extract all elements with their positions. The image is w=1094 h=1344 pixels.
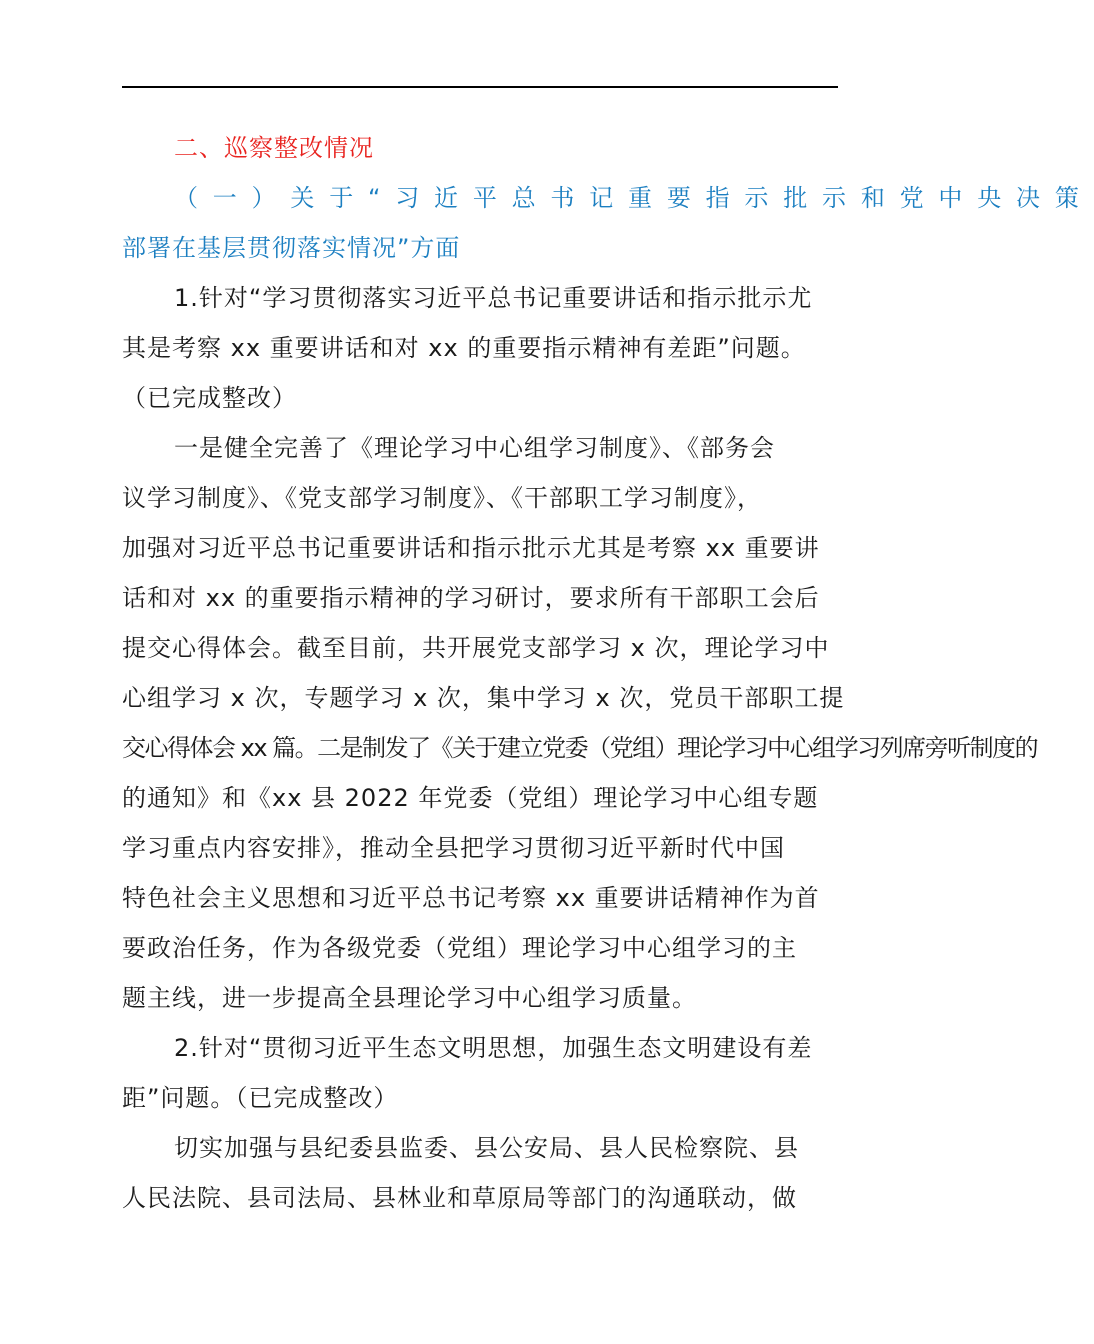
paragraph-line: 加强对习近平总书记重要讲话和指示批示尤其是考察 xx 重要讲 bbox=[122, 534, 820, 562]
paragraph-line-overlapped: 交心得体会 xx 篇。二是制发了《关于建立党委（党组）理论学习中心组学习列席旁听制度的 bbox=[122, 734, 1038, 762]
paragraph-line: 2.针对“贯彻习近平生态文明思想，加强生态文明建设有差 bbox=[174, 1034, 813, 1062]
paragraph-line: 的通知》和《xx 县 2022 年党委（党组）理论学习中心组专题 bbox=[122, 784, 819, 812]
paragraph-line: 话和对 xx 的重要指示精神的学习研讨，要求所有干部职工会后 bbox=[122, 584, 820, 612]
paragraph-line: 切实加强与县纪委县监委、县公安局、县人民检察院、县 bbox=[174, 1134, 799, 1162]
paragraph-line: 一是健全完善了《理论学习中心组学习制度》、《部务会 bbox=[174, 434, 775, 462]
section-heading: 二、巡察整改情况 bbox=[174, 134, 374, 162]
paragraph-line: 议学习制度》、《党支部学习制度》、《干部职工学习制度》， bbox=[122, 484, 762, 512]
paragraph-line: 心组学习 x 次，专题学习 x 次，集中学习 x 次，党员干部职工提 bbox=[122, 684, 845, 712]
header-rule bbox=[122, 86, 838, 88]
paragraph-line: 距”问题。（已完成整改） bbox=[122, 1084, 399, 1112]
paragraph-line: 题主线，进一步提高全县理论学习中心组学习质量。 bbox=[122, 984, 697, 1012]
paragraph-line: （已完成整改） bbox=[122, 384, 297, 412]
paragraph-line: 人民法院、县司法局、县林业和草原局等部门的沟通联动，做 bbox=[122, 1184, 797, 1212]
paragraph-line: 其是考察 xx 重要讲话和对 xx 的重要指示精神有差距”问题。 bbox=[122, 334, 806, 362]
paragraph-line: 要政治任务，作为各级党委（党组）理论学习中心组学习的主 bbox=[122, 934, 797, 962]
subheading-line-1: （一）关于“习近平总书记重要指示批示和党中央决策 bbox=[174, 184, 1094, 212]
paragraph-line: 特色社会主义思想和习近平总书记考察 xx 重要讲话精神作为首 bbox=[122, 884, 820, 912]
paragraph-line: 学习重点内容安排》，推动全县把学习贯彻习近平新时代中国 bbox=[122, 834, 785, 862]
paragraph-line: 1.针对“学习贯彻落实习近平总书记重要讲话和指示批示尤 bbox=[174, 284, 813, 312]
subheading-line-2: 部署在基层贯彻落实情况”方面 bbox=[122, 234, 461, 262]
paragraph-line: 提交心得体会。截至目前，共开展党支部学习 x 次，理论学习中 bbox=[122, 634, 830, 662]
